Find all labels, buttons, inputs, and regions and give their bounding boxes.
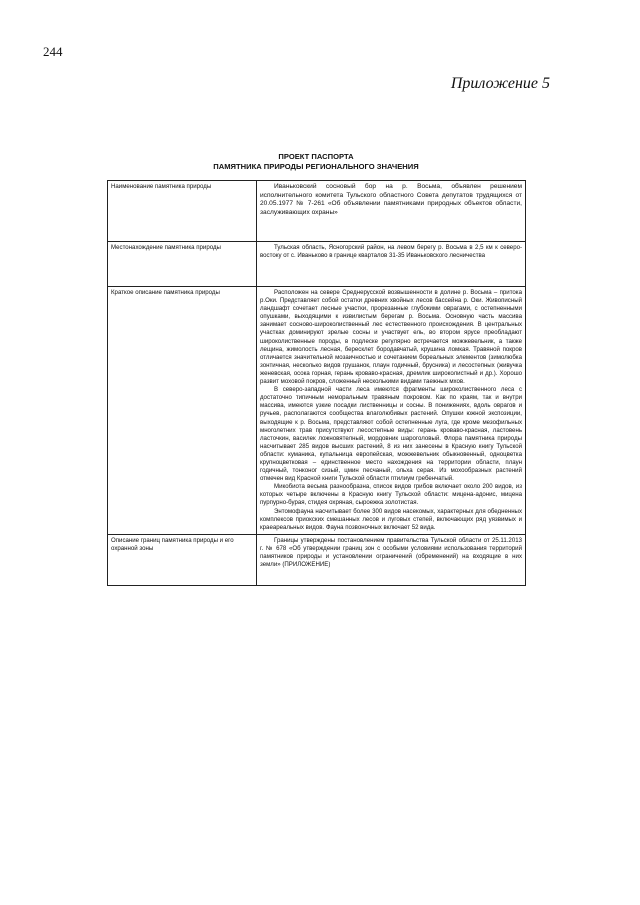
document-title-line-2: ПАМЯТНИКА ПРИРОДЫ РЕГИОНАЛЬНОГО ЗНАЧЕНИЯ <box>213 161 419 171</box>
content-paragraph: Расположен на севере Среднерусской возвышенности в долине р. Восьма – притока р.Оки. Представляет собой остатки древних хвойных лесов бассейна р. Оки. Живописный ландшафт сочетает лесные участки, прорезанные глубокими оврагами, с остепненными опушками, выходящими к извилистым берегам р. Восьма. Основную часть массива занимает сосново-широколиственный лес естественного происхождения. В центральных участках доминируют зрелые сосны и участвует ель, во втором ярусе преобладают широколиственные породы, в подлеске регулярно встречается можжевельник, а также лещина, жимолость лесная, бересклет бородавчатый, крушина ломкая. Травяной покров отличается значительной мозаичностью и сочетанием бореальных элементов (зимолюбка зонтичная, несколько видов грушанок, плаун годичный, брусника) и лесостепных (живучка женевская, осока горная, герань кроваво-красная, дремлик широколистный и др.). Хорошо развит моховой покров, сложенный несколькими видами таежных мхов. <box>260 289 522 386</box>
page-number: 244 <box>43 44 63 59</box>
row-label-location: Местонахождение памятника природы <box>108 242 257 287</box>
row-content-name <box>257 181 526 242</box>
row-label-borders: Описание границ памятника природы и его охранной зоны <box>108 534 257 585</box>
table-row-borders <box>108 534 526 585</box>
document-title-line-1: ПРОЕКТ ПАСПОРТА <box>278 152 354 161</box>
document-title <box>108 152 524 171</box>
table-row-location <box>108 242 526 287</box>
content-paragraph: Иваньковский сосновый бор на р. Восьма, объявлен решением исполнительного комитета Тульского областного Совета депутатов трудящихся от 20.05.1977 № 7-261 «Об объявлении памятниками природных объектов области, заслуживающих охраны» <box>260 183 522 217</box>
content-paragraph: Энтомофауна насчитывает более 300 видов насекомых, характерных для обедненных комплексов приокских смешанных лесов и луговых степей, включающих ряд уязвимых и краеареальных видов. Фауна позвоночных включает 52 вида. <box>260 507 522 531</box>
row-label-name: Наименование памятника природы <box>108 181 257 242</box>
content-paragraph: Микобиота весьма разнообразна, список видов грибов включает около 200 видов, из которых четыре включены в Красную книгу Тульской области: мицена-адонис, мицена пурпурно-бурая, стидея охряная, сыроежка золотистая. <box>260 483 522 507</box>
row-label-description: Краткое описание памятника природы <box>108 287 257 535</box>
passport-table <box>107 180 526 586</box>
row-content-location <box>257 242 526 287</box>
table-row-name <box>108 181 526 242</box>
row-content-description <box>257 287 526 535</box>
table-row-description <box>108 287 526 535</box>
content-paragraph: В северо-западной части леса имеются фрагменты широколиственного леса с достаточно типичным неморальным травяным покровом. Как по краям, так и внутри массива, имеются узкие посадки лиственницы и сосны. В понижениях, вдоль оврагов и ручьев, располагаются сообщества влаголюбивых растений. Опушки южной экспозиции, выходящие к р. Восьма, представляют собой остепненные луга, где кроме мезофильных многолетних трав присутствуют лесостепные виды: герань кроваво-красная, ластовень ласточкин, василек ложновятелный, мордовник шароголовый. Флора памятника природы насчитывает 285 видов высших растений, 8 из них занесены в Красную книгу Тульской области: куманика, купальница европейская, можжевельник обыкновенный, одноцветка крупноцветковая – единственное место нахождения на территории области, плаун годичный, тонконог сизый, цмин песчаный, ольха серая. Из мохообразных растений отмечен вид Красной книги Тульской области птилиум гребенчатый. <box>260 386 522 483</box>
row-content-borders <box>257 534 526 585</box>
content-paragraph: Границы утверждены постановлением правительства Тульской области от 25.11.2013 г. № 678 «Об утверждении границ зон с особыми условиями использования территорий памятников природы и установлении ограничений (обременений) на входящие в них земли» (ПРИЛОЖЕНИЕ) <box>260 536 522 569</box>
appendix-label: Приложение 5 <box>450 75 550 92</box>
content-paragraph: Тульская область, Ясногорский район, на левом берегу р. Восьма в 2,5 км к северо-востоку от с. Иваньково в границе кварталов 31-35 Иваньковского лесничества <box>260 244 522 260</box>
